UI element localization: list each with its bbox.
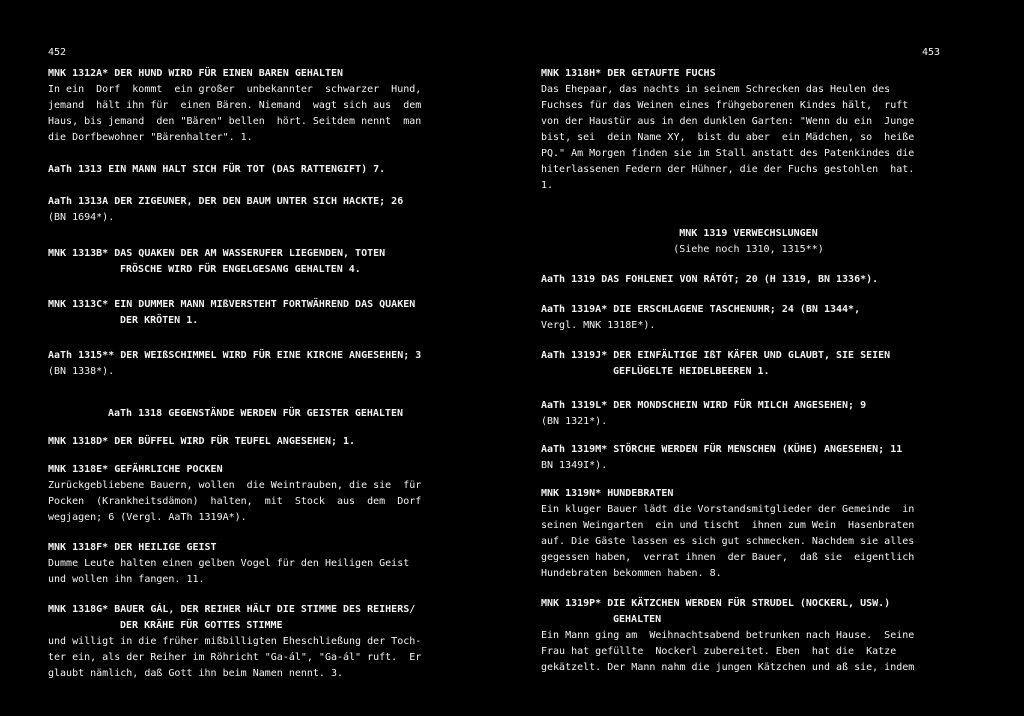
entry-heading: MNK 1318G* BAUER GÁL, DER REIHER HÄLT DIE STIMME DES REIHERS/ bbox=[48, 604, 416, 615]
entry-heading-continued: DER KRÄHE FÜR GOTTES STIMME bbox=[120, 620, 283, 631]
left-page-number: 452 bbox=[48, 47, 67, 58]
entry-1313b bbox=[48, 246, 463, 278]
entry-heading: AaTh 1319M* STÖRCHE WERDEN FÜR MENSCHEN (KÜHE) ANGESEHEN; 11 bbox=[541, 444, 903, 455]
entry-1318f bbox=[48, 540, 463, 588]
entry-body: Das Ehepaar, das nachts in seinem Schrecken das Heulen des Fuchses für das Weinen eines frühgeborenen Kindes hält, ruft von der Haustür aus in den dunklen Garten: "Wenn du ein Junge bist, sei dein Name XY, bist du aber ein Mädchen, so heiße PQ." Am Morgen finden sie im Stall anstatt des Patenkindes die hiterlassenen Federn der Hühner, die der Fuchs gestohlen hat. 1. bbox=[541, 84, 915, 191]
section-heading: MNK 1319 VERWECHSLUNGEN bbox=[679, 228, 818, 239]
entry-1318g bbox=[48, 602, 463, 682]
entry-heading: MNK 1319P* DIE KÄTZCHEN WERDEN FÜR STRUDEL (NOCKERL, USW.) bbox=[541, 598, 891, 609]
entry-heading: MNK 1318F* DER HEILIGE GEIST bbox=[48, 542, 217, 553]
entry-heading-continued: GEHALTEN bbox=[613, 614, 662, 625]
entry-heading: MNK 1312A* DER HUND WIRD FÜR EINEN BAREN GEHALTEN bbox=[48, 68, 344, 79]
left-column bbox=[48, 66, 463, 682]
entry-1318d bbox=[48, 434, 463, 450]
entry-1319p bbox=[541, 596, 956, 676]
entry-1319 bbox=[541, 226, 956, 258]
entry-1313 bbox=[48, 162, 463, 178]
entry-heading: MNK 1318D* DER BÜFFEL WIRD FÜR TEUFEL ANGESEHEN; 1. bbox=[48, 436, 356, 447]
entry-1318e bbox=[48, 462, 463, 526]
entry-heading-continued: DER KRÖTEN 1. bbox=[120, 315, 199, 326]
entry-heading: AaTh 1319A* DIE ERSCHLAGENE TASCHENUHR; 24 (BN 1344*, bbox=[541, 304, 861, 315]
right-column bbox=[541, 66, 956, 676]
section-heading: AaTh 1318 GEGENSTÄNDE WERDEN FÜR GEISTER GEHALTEN bbox=[107, 408, 403, 419]
entry-aath-1319 bbox=[541, 272, 956, 288]
section-subheading: (Siehe noch 1310, 1315**) bbox=[673, 244, 824, 255]
entry-heading-continued: GEFLÜGELTE HEIDELBEEREN 1. bbox=[613, 366, 770, 377]
entry-heading: MNK 1313C* EIN DUMMER MANN MIßVERSTEHT FORTWÄHREND DAS QUAKEN bbox=[48, 299, 416, 310]
entry-body: (BN 1321*). bbox=[541, 416, 608, 427]
entry-1313a bbox=[48, 194, 463, 226]
entry-body: und willigt in die früher mißbilligten Eheschließung der Toch- ter ein, als der Reiher im Röhricht "Ga-ál", "Ga-ál" ruft. Er glaubt nämlich, daß Gott ihn beim Namen nennt. 3. bbox=[48, 636, 422, 679]
entry-body: Dumme Leute halten einen gelben Vogel für den Heiligen Geist und wollen ihn fangen. 11. bbox=[48, 558, 410, 585]
entry-1312a bbox=[48, 66, 463, 146]
entry-body: BN 1349I*). bbox=[541, 460, 608, 471]
entry-body: (BN 1694*). bbox=[48, 212, 115, 223]
entry-1319l bbox=[541, 398, 956, 430]
entry-heading: AaTh 1319L* DER MONDSCHEIN WIRD FÜR MILCH ANGESEHEN; 9 bbox=[541, 400, 867, 411]
entry-heading: AaTh 1319J* DER EINFÄLTIGE IßT KÄFER UND GLAUBT, SIE SEIEN bbox=[541, 350, 891, 361]
entry-1319a bbox=[541, 302, 956, 334]
entry-body: Zurückgebliebene Bauern, wollen die Weintrauben, die sie für Pocken (Krankheitsdämon) halten, mit Stock aus dem Dorf wegjagen; 6 (Vergl. AaTh 1319A*). bbox=[48, 480, 422, 523]
entry-1318h bbox=[541, 66, 956, 194]
entry-heading: MNK 1318E* GEFÄHRLICHE POCKEN bbox=[48, 464, 223, 475]
entry-1319j bbox=[541, 348, 956, 380]
entry-body: Ein Mann ging am Weihnachtsabend betrunken nach Hause. Seine Frau hat gefüllte Nockerl zubereitet. Eben hat die Katze gekätzelt. Der Mann nahm die jungen Kätzchen und aß sie, indem bbox=[541, 630, 915, 673]
entry-1313c bbox=[48, 297, 463, 329]
entry-body: Vergl. MNK 1318E*). bbox=[541, 320, 656, 331]
entry-heading: MNK 1318H* DER GETAUFTE FUCHS bbox=[541, 68, 716, 79]
entry-body: (BN 1338*). bbox=[48, 366, 115, 377]
entry-1319m bbox=[541, 442, 956, 474]
right-page-number: 453 bbox=[922, 47, 941, 58]
entry-body: Ein kluger Bauer lädt die Vorstandsmitglieder der Gemeinde in seinen Weingarten ein und tischt ihnen zum Wein Hasenbraten auf. Die Gäste lassen es sich gut schmecken. Nachdem sie alles gegessen haben, verrat ihnen der Bauer, daß sie eigentlich Hundebraten bekommen haben. 8. bbox=[541, 504, 915, 579]
entry-1318 bbox=[48, 406, 463, 422]
entry-body: In ein Dorf kommt ein großer unbekannter schwarzer Hund, jemand hält ihn für einen Bären. Niemand wagt sich aus dem Haus, bis jemand den "Bären" bellen hört. Seitdem nennt man die Dorfbewohner "Bärenhalter". 1. bbox=[48, 84, 422, 143]
entry-1315 bbox=[48, 348, 463, 380]
entry-heading-continued: FRÖSCHE WIRD FÜR ENGELGESANG GEHALTEN 4. bbox=[120, 264, 361, 275]
entry-heading: AaTh 1313A DER ZIGEUNER, DER DEN BAUM UNTER SICH HACKTE; 26 bbox=[48, 196, 404, 207]
entry-heading: MNK 1319N* HUNDEBRATEN bbox=[541, 488, 674, 499]
entry-heading: MNK 1313B* DAS QUAKEN DER AM WASSERUFER LIEGENDEN, TOTEN bbox=[48, 248, 386, 259]
entry-heading: AaTh 1313 EIN MANN HALT SICH FÜR TOT (DAS RATTENGIFT) 7. bbox=[48, 164, 386, 175]
entry-1319n bbox=[541, 486, 956, 582]
entry-heading: AaTh 1315** DER WEIßSCHIMMEL WIRD FÜR EINE KIRCHE ANGESEHEN; 3 bbox=[48, 350, 422, 361]
entry-heading: AaTh 1319 DAS FOHLENEI VON RÁTÓT; 20 (H 1319, BN 1336*). bbox=[541, 274, 879, 285]
